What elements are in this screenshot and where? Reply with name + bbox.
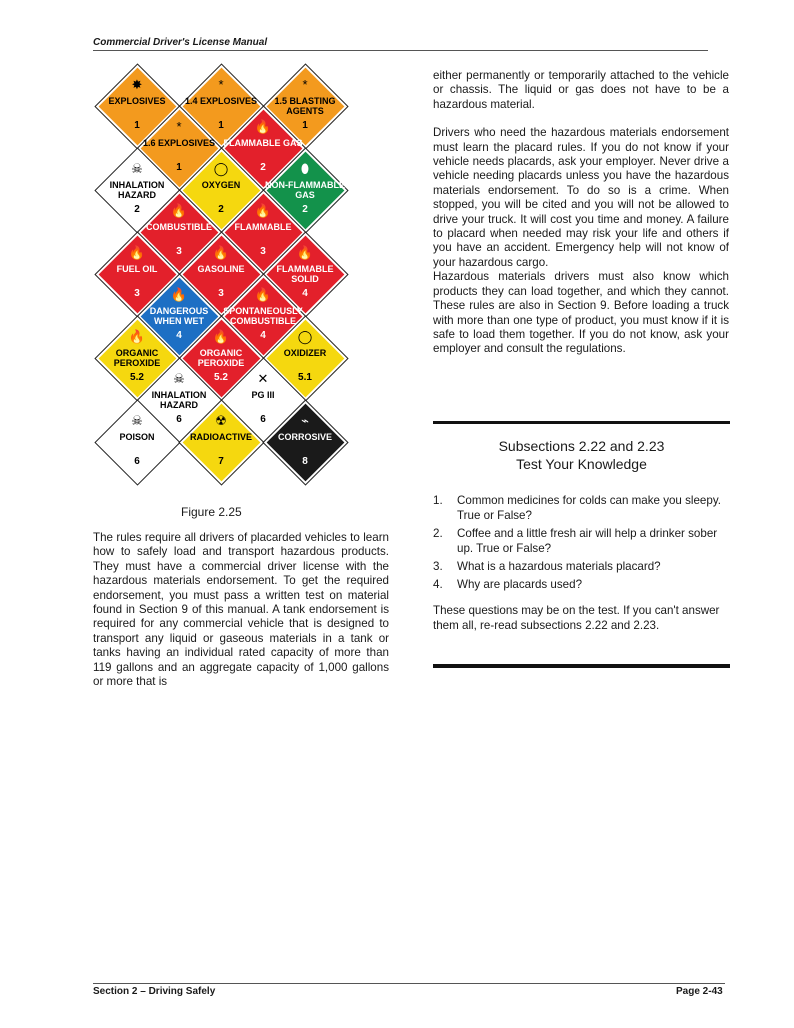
placard-label: ORGANIC PEROXIDE <box>113 348 161 368</box>
question-text: What is a hazardous materials placard? <box>457 560 661 573</box>
placard-label: FLAMMABLE GAS <box>223 138 303 148</box>
placard-label: OXIDIZER <box>283 348 327 358</box>
placard-symbol-icon: 🔥 <box>254 203 272 218</box>
placard-symbol-icon: * <box>176 119 182 134</box>
placard-symbol-icon: 🔥 <box>170 287 188 302</box>
placard-label: 1.5 BLASTING AGENTS <box>274 96 336 116</box>
placard-label: 1.6 EXPLOSIVES <box>142 138 216 148</box>
question-text: Common medicines for colds can make you sleepy. True or False? <box>457 494 721 522</box>
placard-class-number: 2 <box>302 204 308 215</box>
placard-class-number: 1 <box>218 120 224 131</box>
placard-label: SPONTANEOUSLY COMBUSTIBLE <box>223 306 303 326</box>
placard-class-number: 4 <box>260 330 266 341</box>
placard-symbol-icon: * <box>302 77 308 92</box>
placard-class-number: 3 <box>218 288 224 299</box>
placard-symbol-icon: 🔥 <box>170 203 188 218</box>
quiz-questions <box>433 493 730 595</box>
placard-label: NON-FLAMMABLE GAS <box>265 180 345 200</box>
question-text: Coffee and a little fresh air will help a drinker sober up. True or False? <box>457 527 718 555</box>
quiz-question <box>433 577 730 592</box>
placard-label: FLAMMABLE <box>234 222 292 232</box>
question-number: 2. <box>433 527 443 540</box>
right-column <box>433 69 729 371</box>
placard-symbol-icon: 🔥 <box>212 329 230 344</box>
footer-rule <box>93 983 725 984</box>
hazmat-placards-figure <box>93 66 347 490</box>
placard-symbol-icon: ⬮ <box>300 161 310 176</box>
placard-class-number: 6 <box>176 414 182 425</box>
right-paragraph-3: Hazardous materials drivers must also know which products they can load together, and which they cannot. These rules are also in Section 9. Before loading a truck with more than one type of product, you must know if it is safe to load them together. If you do not know, ask your employer and consult the regulations. <box>433 270 729 356</box>
placard-symbol-icon: ◯ <box>297 329 313 344</box>
placard-symbol-icon: ✸ <box>131 77 143 92</box>
placard-symbol-icon: ☠ <box>131 413 143 428</box>
placard-label: PG III <box>251 390 275 400</box>
placard-class-number: 3 <box>176 246 182 257</box>
quiz-title-line-1: Subsections 2.22 and 2.23 <box>498 438 665 454</box>
placard-label: INHALATION HAZARD <box>109 180 165 200</box>
placard-label: EXPLOSIVES <box>108 96 166 106</box>
left-body-text: The rules require all drivers of placarded vehicles to learn how to safely load and transport hazardous products. They must have a commercial driver license with the hazardous materials endorsement. To get the required endorsement, you must pass a written test on material found in Section 9 of this manual. A tank endorsement is required for any commercial vehicle that is designed to transport any liquid or gaseous materials in a tank or tanks having an individual rated capacity of more than 119 gallons and an aggregate capacity of 1,000 gallons or more that is <box>93 531 389 689</box>
placard-class-number: 7 <box>218 456 224 467</box>
placard-label: POISON <box>119 432 155 442</box>
placard-class-number: 2 <box>218 204 224 215</box>
question-number: 3. <box>433 560 443 573</box>
question-number: 4. <box>433 578 443 591</box>
placard-class-number: 1 <box>176 162 182 173</box>
quiz-title <box>433 437 730 473</box>
footer-page-number: Page 2-43 <box>676 986 723 997</box>
quiz-title-line-2: Test Your Knowledge <box>516 456 647 472</box>
placard-class-number: 5.1 <box>298 372 312 383</box>
placard-class-number: 1 <box>134 120 140 131</box>
placard-label: GASOLINE <box>197 264 245 274</box>
placard-class-number: 4 <box>176 330 182 341</box>
placard-label: DANGEROUS WHEN WET <box>149 306 209 326</box>
header-rule <box>93 50 708 51</box>
placard-label: INHALATION HAZARD <box>151 390 207 410</box>
placard-class-number: 6 <box>260 414 266 425</box>
placard-symbol-icon: ◯ <box>213 161 229 176</box>
placard-class-number: 1 <box>302 120 308 131</box>
quiz-question <box>433 493 730 523</box>
placard-symbol-icon: 🔥 <box>128 329 146 344</box>
placard-symbol-icon: * <box>218 77 224 92</box>
placard-class-number: 5.2 <box>130 372 144 383</box>
quiz-top-rule <box>433 421 730 424</box>
placard-symbol-icon: ☠ <box>131 161 143 176</box>
placard-symbol-icon: 🔥 <box>254 287 272 302</box>
placard-label: RADIOACTIVE <box>189 432 252 442</box>
placard-class-number: 2 <box>134 204 140 215</box>
placard-class-number: 3 <box>260 246 266 257</box>
placard-label: COMBUSTIBLE <box>146 222 212 232</box>
placard-class-number: 4 <box>302 288 308 299</box>
right-paragraph-2: Drivers who need the hazardous materials endorsement must learn the placard rules. If you do not know if your vehicle needs placards, ask your employer. Never drive a vehicle needing placards unless you have the hazardous materials endorsement. To do so is a crime. When stopped, you will be cited and you will not be allowed to drive your truck. It will cost you time and money. A failure to placard when needed may risk your life and others if you have an accident. Emergency help will not know of your hazardous cargo. <box>433 126 729 269</box>
placard-class-number: 6 <box>134 456 140 467</box>
placard-class-number: 5.2 <box>214 372 228 383</box>
placard-symbol-icon: 🔥 <box>212 245 230 260</box>
placard-label: FUEL OIL <box>116 264 158 274</box>
placard-symbol-icon: ⌁ <box>301 413 309 428</box>
header-title: Commercial Driver's License Manual <box>93 37 268 48</box>
placard-label: FLAMMABLE SOLID <box>276 264 334 284</box>
right-paragraph-1: either permanently or temporarily attached to the vehicle or chassis. The liquid or gas does not have to be a hazardous material. <box>433 69 729 111</box>
placard-label: ORGANIC PEROXIDE <box>197 348 245 368</box>
placard-symbol-icon: ☠ <box>173 371 185 386</box>
footer-section: Section 2 – Driving Safely <box>93 986 216 997</box>
placard-class-number: 3 <box>134 288 140 299</box>
question-text: Why are placards used? <box>457 578 583 591</box>
placard-symbol-icon: ☢ <box>215 413 227 428</box>
placard-class-number: 2 <box>260 162 266 173</box>
question-number: 1. <box>433 494 443 507</box>
placard-symbol-icon: 🔥 <box>254 119 272 134</box>
placard-label: CORROSIVE <box>277 432 332 442</box>
quiz-bottom-rule <box>433 664 730 668</box>
placard-symbol-icon: 🔥 <box>128 245 146 260</box>
placard-label: 1.4 EXPLOSIVES <box>184 96 258 106</box>
figure-caption: Figure 2.25 <box>181 505 242 519</box>
placard-class-number: 8 <box>302 456 308 467</box>
quiz-question <box>433 526 730 556</box>
quiz-note: These questions may be on the test. If you can't answer them all, re-read subsections 2.22 and 2.23. <box>433 604 720 632</box>
placard-symbol-icon: ✕ <box>257 371 269 386</box>
placard-symbol-icon: 🔥 <box>296 245 314 260</box>
quiz-question <box>433 559 730 574</box>
placard-label: OXYGEN <box>201 180 241 190</box>
